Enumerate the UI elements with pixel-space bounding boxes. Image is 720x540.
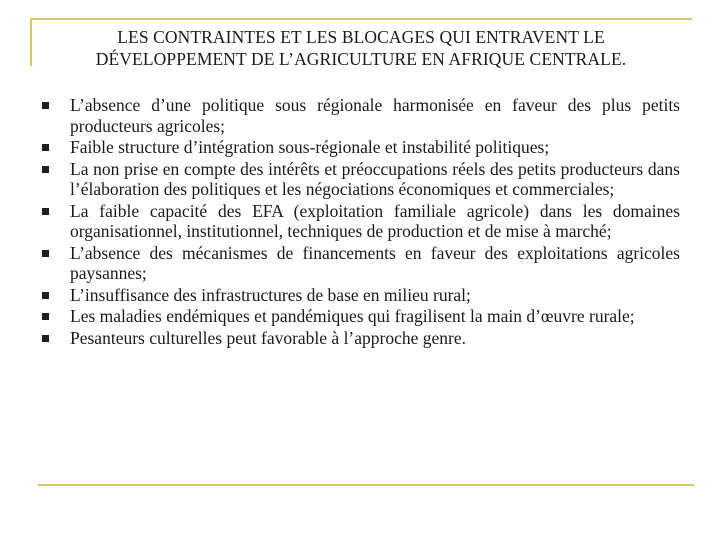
bullet-text: Pesanteurs culturelles peut favorable à l’approche genre. <box>70 327 467 348</box>
square-bullet-icon <box>42 166 49 173</box>
bullet-item <box>40 201 680 242</box>
slide-title <box>36 26 686 70</box>
bullet-item <box>40 95 680 136</box>
bullet-list <box>40 95 680 349</box>
title-frame-top-rule <box>30 18 692 20</box>
bullet-item <box>40 243 680 284</box>
bullet-item <box>40 285 680 306</box>
bullet-item <box>40 159 680 200</box>
bullet-text: La faible capacité des EFA (exploitation familiale agricole) dans les domaines organisationnel, institutionnel, techniques de production et de mise à marché; <box>70 200 680 241</box>
bullet-text: L’absence d’une politique sous régionale harmonisée en faveur des plus petits producteurs agricoles; <box>70 95 680 136</box>
slide-title-line-1: LES CONTRAINTES ET LES BLOCAGES QUI ENTRAVENT LE <box>117 27 605 47</box>
bullet-text: L’insuffisance des infrastructures de base en milieu rural; <box>70 284 471 305</box>
bullet-item <box>40 306 680 327</box>
slide-title-line-2: DÉVELOPPEMENT DE L’AGRICULTURE EN AFRIQUE CENTRALE. <box>95 49 627 69</box>
square-bullet-icon <box>42 144 49 151</box>
bullet-text: Les maladies endémiques et pandémiques qui fragilisent la main d’œuvre rurale; <box>70 306 635 326</box>
square-bullet-icon <box>42 335 49 342</box>
bullet-text: La non prise en compte des intérêts et préoccupations réels des petits producteurs dans l’élaboration des politiques et les négociations économiques et commerciales; <box>70 158 680 199</box>
square-bullet-icon <box>42 250 49 257</box>
square-bullet-icon <box>42 102 49 109</box>
title-frame-left-rule <box>30 18 32 66</box>
bullet-text: L’absence des mécanismes de financements en faveur des exploitations agricoles paysannes; <box>70 242 680 283</box>
square-bullet-icon <box>42 208 49 215</box>
bottom-divider-rule <box>38 484 694 486</box>
bullet-item <box>40 328 680 349</box>
square-bullet-icon <box>42 313 49 320</box>
bullet-text: Faible structure d’intégration sous-régionale et instabilité politiques; <box>70 137 550 157</box>
bullet-item <box>40 137 680 158</box>
square-bullet-icon <box>42 292 49 299</box>
